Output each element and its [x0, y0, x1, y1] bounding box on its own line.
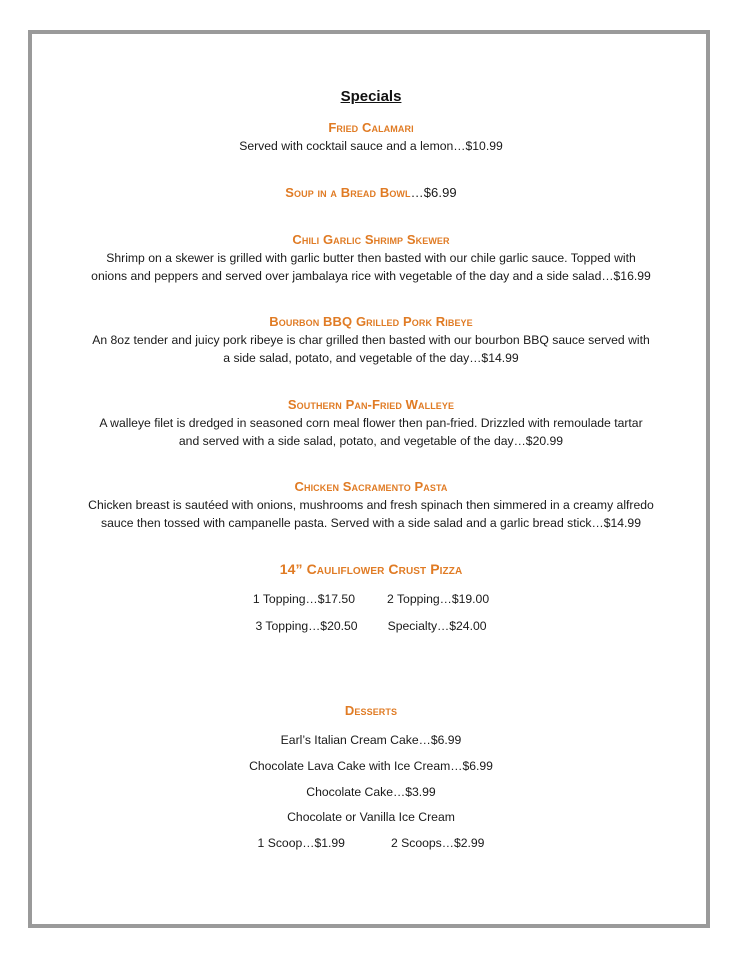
desc-line: A walleye filet is dredged in seasoned corn meal flower then pan-fried. Drizzled with remoulade tartar — [99, 416, 643, 430]
scoop-price-2: 2 Scoops…$2.99 — [390, 836, 485, 850]
dessert-item: Earl’s Italian Cream Cake…$6.99 — [280, 733, 462, 747]
item-desc-fried-calamari: Served with cocktail sauce and a lemon…$10.99 — [239, 139, 503, 153]
pizza-price-1-topping: 1 Topping…$17.50 — [252, 592, 355, 606]
desserts-heading: Desserts — [344, 703, 398, 718]
item-price: …$6.99 — [410, 185, 457, 200]
pizza-price-row-1 — [0, 592, 742, 606]
item-title-soup-bread-bowl — [0, 185, 742, 200]
item-title-cauliflower-pizza: 14” Cauliflower Crust Pizza — [279, 561, 463, 577]
pizza-price-2-topping: 2 Topping…$19.00 — [387, 592, 490, 606]
page-title: Specials — [340, 88, 402, 105]
desc-line: Shrimp on a skewer is grilled with garlic butter then basted with our chile garlic sauce. Topped with — [106, 251, 636, 265]
dessert-item: Chocolate or Vanilla Ice Cream — [287, 810, 455, 824]
item-title-sacramento-pasta: Chicken Sacramento Pasta — [294, 479, 448, 494]
item-desc-sacramento-pasta — [60, 496, 682, 532]
pizza-price-3-topping: 3 Topping…$20.50 — [255, 619, 358, 633]
desc-line: Chicken breast is sautéed with onions, mushrooms and fresh spinach then simmered in a creamy alfredo — [88, 498, 654, 512]
item-desc-shrimp-skewer — [60, 249, 682, 285]
desc-line: onions and peppers and served over jambalaya rice with vegetable of the day and a side salad…$16.99 — [91, 269, 651, 283]
desc-line: and served with a side salad, potato, and vegetable of the day…$20.99 — [178, 434, 564, 448]
pizza-price-specialty: Specialty…$24.00 — [387, 619, 487, 633]
item-desc-pork-ribeye — [60, 331, 682, 367]
dessert-item: Chocolate Cake…$3.99 — [306, 785, 436, 799]
item-title-shrimp-skewer: Chili Garlic Shrimp Skewer — [292, 232, 450, 247]
item-title-pork-ribeye: Bourbon BBQ Grilled Pork Ribeye — [269, 314, 473, 329]
desc-line: a side salad, potato, and vegetable of the day…$14.99 — [223, 351, 519, 365]
scoop-price-row — [0, 836, 742, 850]
item-title-fried-calamari: Fried Calamari — [328, 120, 414, 135]
scoop-price-1: 1 Scoop…$1.99 — [257, 836, 345, 850]
desc-line: sauce then tossed with campanelle pasta. Served with a side salad and a garlic bread stick…$14.99 — [101, 516, 641, 530]
dessert-item: Chocolate Lava Cake with Ice Cream…$6.99 — [249, 759, 493, 773]
item-desc-walleye — [60, 414, 682, 450]
desc-line: An 8oz tender and juicy pork ribeye is char grilled then basted with our bourbon BBQ sauce served with — [92, 333, 650, 347]
item-title-walleye: Southern Pan-Fried Walleye — [287, 397, 455, 412]
pizza-price-row-2 — [0, 619, 742, 633]
item-name: Soup in a Bread Bowl — [285, 185, 411, 200]
